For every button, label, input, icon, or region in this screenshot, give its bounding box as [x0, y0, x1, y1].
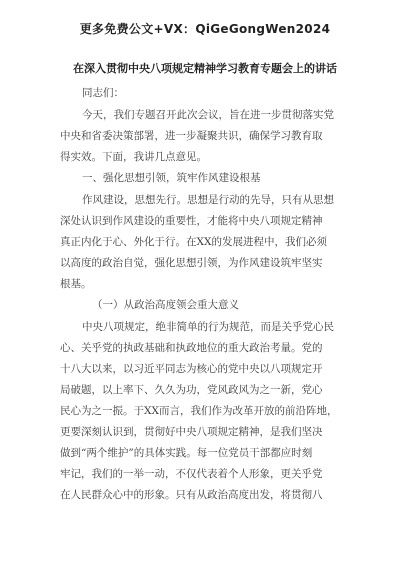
paragraph-line: 在人民群众心中的形象。只有从政治高度出发，将贯彻八 [60, 489, 323, 501]
paragraph-line: 作风建设，思想先行。思想是行动的先导，只有从思想 [82, 194, 334, 206]
paragraph-line: 局破题，以上率下、久久为功，党风政风为之一新，党心 [60, 384, 323, 396]
paragraph-line: 中央八项规定，绝非简单的行为规范，而是关乎党心民 [82, 321, 334, 333]
paragraph-line: 做到“两个维护”的具体实践。每一位党员干部都应时刻 [60, 447, 313, 459]
paragraph-line: 十八大以来，以习近平同志为核心的党中央以八项规定开 [60, 363, 323, 375]
document-title: 在深入贯彻中央八项规定精神学习教育专题会上的讲话 [73, 62, 337, 75]
paragraph-line: 深处认识到作风建设的重要性，才能将中央八项规定精神 [60, 215, 323, 227]
paragraph-line: 心、关乎党的执政基础和执政地位的重大政治考量。党的 [60, 342, 323, 354]
paragraph-line: 今天，我们专题召开此次会议，旨在进一步贯彻落实党 [82, 109, 334, 121]
paragraph-line: 以高度的政治自觉，强化思想引领，为作风建设筑牢坚实 [60, 257, 323, 269]
section-heading: 一、强化思想引领，筑牢作风建设根基 [82, 172, 261, 184]
paragraph-line: 民心为之一振。于XX而言，我们作为改革开放的前沿阵地， [60, 405, 338, 417]
subsection-heading: （一）从政治高度领会重大意义 [92, 299, 239, 311]
paragraph-line: 中央和省委决策部署，进一步凝聚共识，确保学习教育取 [60, 130, 323, 142]
paragraph-line: 真正内化于心、外化于行。在XX的发展进程中，我们必须 [60, 236, 327, 248]
paragraph-line: 得实效。下面，我讲几点意见。 [60, 151, 207, 163]
paragraph-line: 牢记，我们的一举一动，不仅代表着个人形象，更关乎党 [60, 468, 323, 480]
greeting: 同志们： [82, 87, 124, 99]
paragraph-line: 更要深刻认识到，贯彻好中央八项规定精神，是我们坚决 [60, 426, 323, 438]
promo-header: 更多免费公文+VX：QiGeGongWen2024 [79, 22, 331, 36]
paragraph-line: 根基。 [60, 278, 92, 290]
